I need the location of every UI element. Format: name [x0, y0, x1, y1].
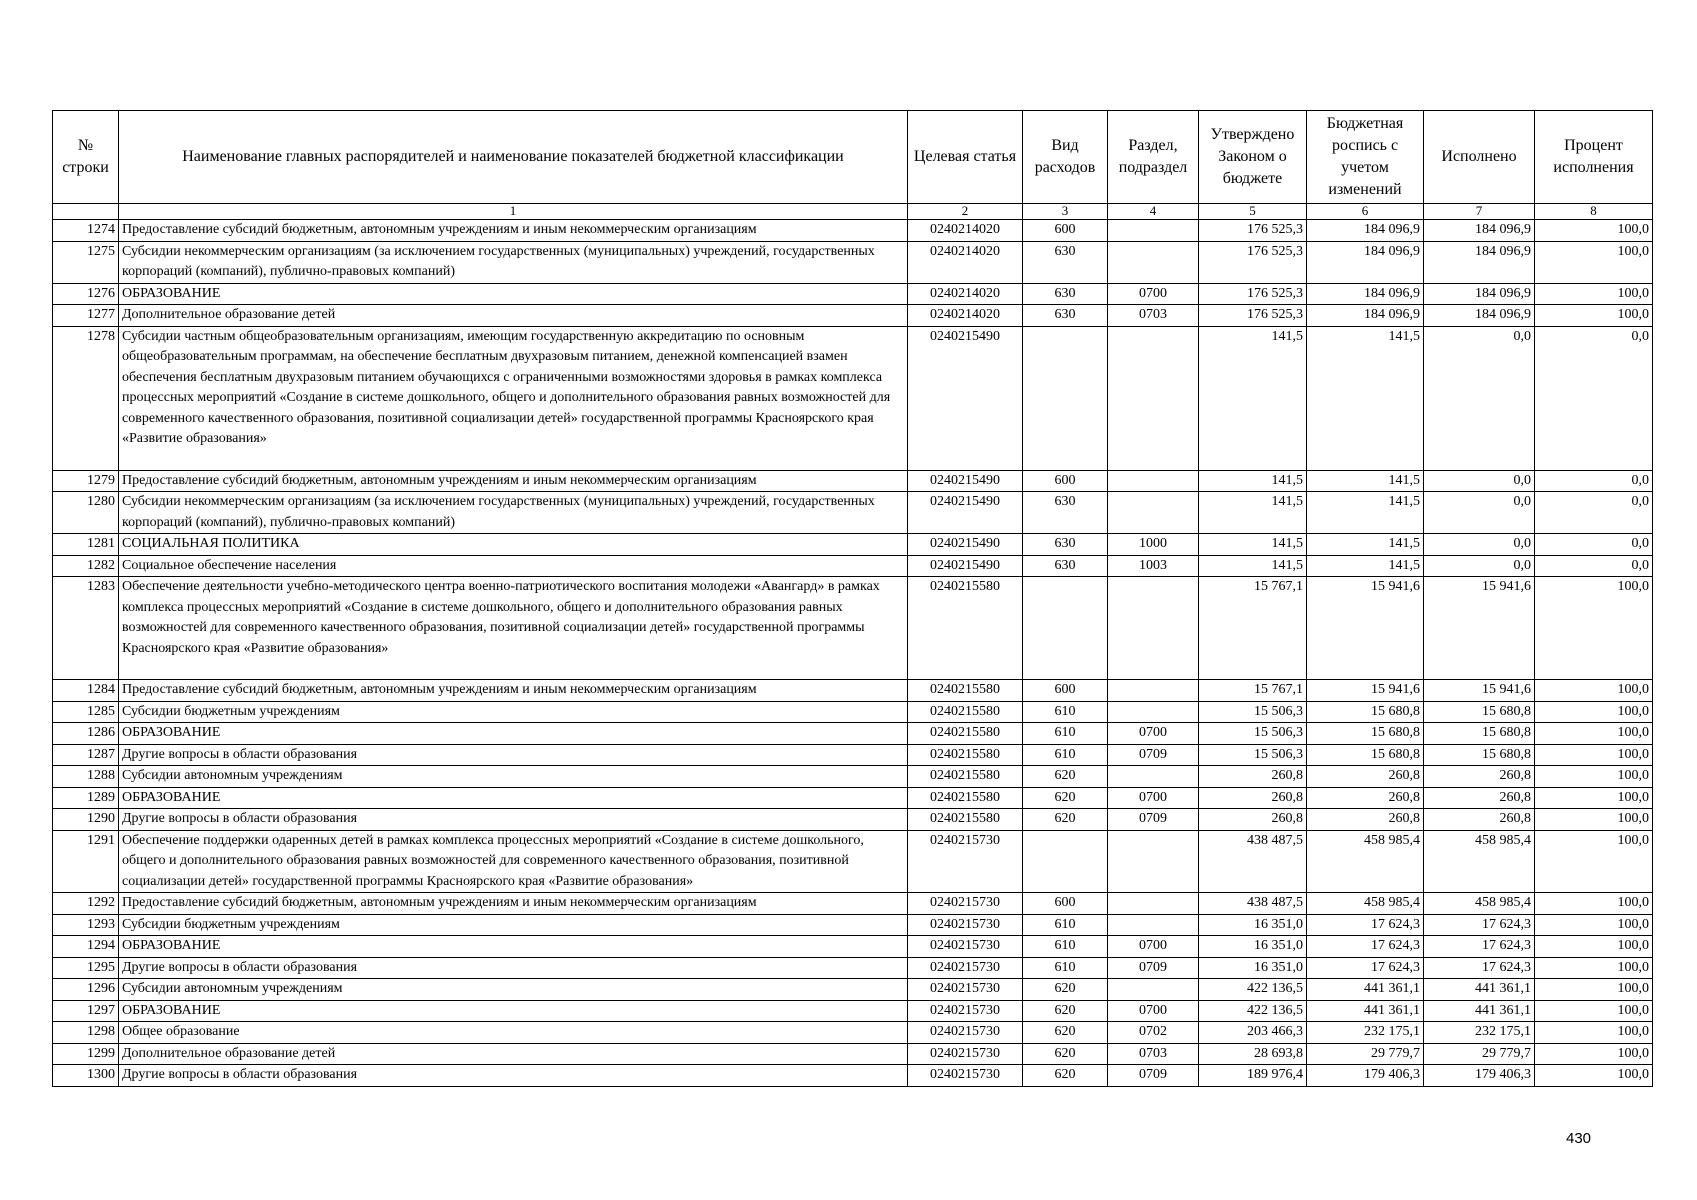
budget-schedule-cell: 260,8 [1307, 787, 1424, 809]
executed-cell: 0,0 [1424, 470, 1535, 492]
row-number-cell: 1285 [53, 701, 119, 723]
header-section: Раздел, подраздел [1108, 111, 1199, 204]
table-row [53, 470, 1653, 492]
executed-cell: 184 096,9 [1424, 305, 1535, 327]
name-cell: Предоставление субсидий бюджетным, автономным учреждениям и иным некоммерческим организациям [119, 220, 908, 242]
percent-cell: 100,0 [1535, 809, 1653, 831]
approved-cell: 141,5 [1199, 326, 1307, 470]
percent-cell: 100,0 [1535, 830, 1653, 893]
expense-type-cell: 620 [1023, 1065, 1108, 1087]
approved-cell: 141,5 [1199, 555, 1307, 577]
approved-cell: 189 976,4 [1199, 1065, 1307, 1087]
percent-cell: 100,0 [1535, 979, 1653, 1001]
target-article-cell: 0240215490 [908, 326, 1023, 470]
executed-cell: 0,0 [1424, 534, 1535, 556]
expense-type-cell: 620 [1023, 979, 1108, 1001]
header-row [53, 111, 1653, 204]
row-number-cell: 1281 [53, 534, 119, 556]
budget-schedule-cell: 141,5 [1307, 534, 1424, 556]
approved-cell: 422 136,5 [1199, 979, 1307, 1001]
approved-cell: 176 525,3 [1199, 283, 1307, 305]
executed-cell: 0,0 [1424, 326, 1535, 470]
section-cell: 0700 [1108, 723, 1199, 745]
expense-type-cell: 620 [1023, 1022, 1108, 1044]
expense-type-cell: 610 [1023, 744, 1108, 766]
target-article-cell: 0240215730 [908, 957, 1023, 979]
budget-schedule-cell: 184 096,9 [1307, 283, 1424, 305]
approved-cell: 28 693,8 [1199, 1043, 1307, 1065]
approved-cell: 16 351,0 [1199, 957, 1307, 979]
executed-cell: 17 624,3 [1424, 914, 1535, 936]
section-cell [1108, 326, 1199, 470]
target-article-cell: 0240215490 [908, 534, 1023, 556]
percent-cell: 100,0 [1535, 787, 1653, 809]
percent-cell: 100,0 [1535, 1043, 1653, 1065]
column-number-empty [53, 204, 119, 220]
budget-schedule-cell: 441 361,1 [1307, 979, 1424, 1001]
budget-schedule-cell: 15 680,8 [1307, 744, 1424, 766]
executed-cell: 0,0 [1424, 492, 1535, 534]
budget-schedule-cell: 29 779,7 [1307, 1043, 1424, 1065]
row-number-cell: 1275 [53, 241, 119, 283]
section-cell: 0700 [1108, 936, 1199, 958]
approved-cell: 422 136,5 [1199, 1000, 1307, 1022]
approved-cell: 176 525,3 [1199, 241, 1307, 283]
name-cell: ОБРАЗОВАНИЕ [119, 936, 908, 958]
target-article-cell: 0240215730 [908, 1000, 1023, 1022]
section-cell [1108, 914, 1199, 936]
table-row [53, 305, 1653, 327]
row-number-cell: 1280 [53, 492, 119, 534]
row-number-cell: 1290 [53, 809, 119, 831]
target-article-cell: 0240215730 [908, 914, 1023, 936]
section-cell: 0709 [1108, 809, 1199, 831]
row-number-cell: 1296 [53, 979, 119, 1001]
budget-schedule-cell: 232 175,1 [1307, 1022, 1424, 1044]
expense-type-cell: 630 [1023, 492, 1108, 534]
expense-type-cell: 610 [1023, 936, 1108, 958]
target-article-cell: 0240215580 [908, 701, 1023, 723]
executed-cell: 29 779,7 [1424, 1043, 1535, 1065]
section-cell [1108, 766, 1199, 788]
expense-type-cell [1023, 577, 1108, 680]
expense-type-cell [1023, 326, 1108, 470]
target-article-cell: 0240215580 [908, 744, 1023, 766]
expense-type-cell: 600 [1023, 680, 1108, 702]
table-row [53, 723, 1653, 745]
approved-cell: 260,8 [1199, 766, 1307, 788]
section-cell [1108, 893, 1199, 915]
percent-cell: 100,0 [1535, 701, 1653, 723]
column-number: 4 [1108, 204, 1199, 220]
target-article-cell: 0240215730 [908, 1065, 1023, 1087]
budget-schedule-cell: 141,5 [1307, 470, 1424, 492]
executed-cell: 15 680,8 [1424, 701, 1535, 723]
percent-cell: 100,0 [1535, 680, 1653, 702]
expense-type-cell: 600 [1023, 470, 1108, 492]
table-row [53, 283, 1653, 305]
table-row [53, 1065, 1653, 1087]
executed-cell: 260,8 [1424, 787, 1535, 809]
target-article-cell: 0240214020 [908, 305, 1023, 327]
executed-cell: 179 406,3 [1424, 1065, 1535, 1087]
name-cell: Субсидии частным общеобразовательным организациям, имеющим государственную аккредитацию по основным общеобразовательным программам, на обеспечение бесплатным двухразовым питанием, денежной компенсацией взамен обеспечения бесплатным двухразовым питанием обучающихся с ограниченными возможностями здоровья в рамках комплекса процессных мероприятий «Создание в системе дошкольного, общего и дополнительного образования равных возможностей для современного качественного образования, позитивной социализации детей» государственной программы Красноярского края «Развитие образования» [119, 326, 908, 470]
budget-schedule-cell: 458 985,4 [1307, 893, 1424, 915]
section-cell: 0709 [1108, 1065, 1199, 1087]
approved-cell: 15 767,1 [1199, 577, 1307, 680]
column-number: 2 [908, 204, 1023, 220]
header-expense-type: Вид расходов [1023, 111, 1108, 204]
expense-type-cell: 620 [1023, 1043, 1108, 1065]
expense-type-cell: 610 [1023, 957, 1108, 979]
expense-type-cell: 620 [1023, 1000, 1108, 1022]
table-row [53, 534, 1653, 556]
expense-type-cell: 620 [1023, 809, 1108, 831]
section-cell [1108, 492, 1199, 534]
name-cell: ОБРАЗОВАНИЕ [119, 787, 908, 809]
section-cell [1108, 577, 1199, 680]
row-number-cell: 1279 [53, 470, 119, 492]
table-row [53, 326, 1653, 470]
section-cell: 0702 [1108, 1022, 1199, 1044]
target-article-cell: 0240215490 [908, 555, 1023, 577]
approved-cell: 15 506,3 [1199, 744, 1307, 766]
expense-type-cell [1023, 830, 1108, 893]
budget-schedule-cell: 17 624,3 [1307, 936, 1424, 958]
target-article-cell: 0240215730 [908, 979, 1023, 1001]
approved-cell: 141,5 [1199, 492, 1307, 534]
executed-cell: 184 096,9 [1424, 241, 1535, 283]
section-cell: 1000 [1108, 534, 1199, 556]
section-cell [1108, 680, 1199, 702]
percent-cell: 100,0 [1535, 744, 1653, 766]
header-budget-schedule: Бюджетная роспись с учетом изменений [1307, 111, 1424, 204]
percent-cell: 100,0 [1535, 766, 1653, 788]
name-cell: Дополнительное образование детей [119, 1043, 908, 1065]
column-number: 7 [1424, 204, 1535, 220]
name-cell: Субсидии автономным учреждениям [119, 766, 908, 788]
percent-cell: 0,0 [1535, 326, 1653, 470]
executed-cell: 260,8 [1424, 766, 1535, 788]
approved-cell: 15 506,3 [1199, 723, 1307, 745]
budget-execution-table [52, 110, 1653, 1087]
row-number-cell: 1274 [53, 220, 119, 242]
executed-cell: 0,0 [1424, 555, 1535, 577]
expense-type-cell: 610 [1023, 914, 1108, 936]
row-number-cell: 1294 [53, 936, 119, 958]
row-number-cell: 1299 [53, 1043, 119, 1065]
budget-schedule-cell: 260,8 [1307, 766, 1424, 788]
percent-cell: 0,0 [1535, 492, 1653, 534]
name-cell: Другие вопросы в области образования [119, 1065, 908, 1087]
approved-cell: 176 525,3 [1199, 305, 1307, 327]
target-article-cell: 0240215730 [908, 936, 1023, 958]
page-number: 430 [1566, 1130, 1592, 1147]
table-row [53, 1043, 1653, 1065]
column-number: 8 [1535, 204, 1653, 220]
table-row [53, 830, 1653, 893]
name-cell: Предоставление субсидий бюджетным, автономным учреждениям и иным некоммерческим организациям [119, 470, 908, 492]
header-approved: Утверждено Законом о бюджете [1199, 111, 1307, 204]
expense-type-cell: 600 [1023, 220, 1108, 242]
percent-cell: 100,0 [1535, 936, 1653, 958]
row-number-cell: 1289 [53, 787, 119, 809]
table-row [53, 957, 1653, 979]
executed-cell: 260,8 [1424, 809, 1535, 831]
percent-cell: 100,0 [1535, 305, 1653, 327]
table-row [53, 220, 1653, 242]
table-row [53, 701, 1653, 723]
name-cell: ОБРАЗОВАНИЕ [119, 723, 908, 745]
executed-cell: 17 624,3 [1424, 957, 1535, 979]
percent-cell: 100,0 [1535, 1000, 1653, 1022]
name-cell: ОБРАЗОВАНИЕ [119, 283, 908, 305]
approved-cell: 438 487,5 [1199, 893, 1307, 915]
name-cell: Общее образование [119, 1022, 908, 1044]
row-number-cell: 1283 [53, 577, 119, 680]
target-article-cell: 0240215580 [908, 723, 1023, 745]
approved-cell: 15 767,1 [1199, 680, 1307, 702]
target-article-cell: 0240215580 [908, 577, 1023, 680]
row-number-cell: 1298 [53, 1022, 119, 1044]
budget-schedule-cell: 184 096,9 [1307, 220, 1424, 242]
row-number-cell: 1286 [53, 723, 119, 745]
name-cell: Другие вопросы в области образования [119, 809, 908, 831]
name-cell: ОБРАЗОВАНИЕ [119, 1000, 908, 1022]
percent-cell: 0,0 [1535, 470, 1653, 492]
approved-cell: 16 351,0 [1199, 936, 1307, 958]
target-article-cell: 0240215730 [908, 830, 1023, 893]
table-row [53, 809, 1653, 831]
name-cell: Субсидии бюджетным учреждениям [119, 701, 908, 723]
approved-cell: 176 525,3 [1199, 220, 1307, 242]
expense-type-cell: 600 [1023, 893, 1108, 915]
budget-schedule-cell: 15 941,6 [1307, 680, 1424, 702]
executed-cell: 232 175,1 [1424, 1022, 1535, 1044]
row-number-cell: 1297 [53, 1000, 119, 1022]
name-cell: Обеспечение поддержки одаренных детей в рамках комплекса процессных мероприятий «Создание в системе дошкольного, общего и дополнительного образования равных возможностей для современного качественного образования, позитивной социализации детей» государственной программы Красноярского края «Развитие образования» [119, 830, 908, 893]
percent-cell: 100,0 [1535, 893, 1653, 915]
table-row [53, 241, 1653, 283]
expense-type-cell: 630 [1023, 305, 1108, 327]
budget-schedule-cell: 141,5 [1307, 326, 1424, 470]
section-cell [1108, 701, 1199, 723]
name-cell: Субсидии бюджетным учреждениям [119, 914, 908, 936]
section-cell: 1003 [1108, 555, 1199, 577]
expense-type-cell: 630 [1023, 241, 1108, 283]
approved-cell: 141,5 [1199, 470, 1307, 492]
percent-cell: 100,0 [1535, 283, 1653, 305]
section-cell: 0709 [1108, 744, 1199, 766]
expense-type-cell: 610 [1023, 701, 1108, 723]
approved-cell: 15 506,3 [1199, 701, 1307, 723]
budget-schedule-cell: 141,5 [1307, 555, 1424, 577]
percent-cell: 100,0 [1535, 1022, 1653, 1044]
approved-cell: 438 487,5 [1199, 830, 1307, 893]
target-article-cell: 0240215730 [908, 893, 1023, 915]
column-number-row [53, 204, 1653, 220]
target-article-cell: 0240215490 [908, 492, 1023, 534]
budget-schedule-cell: 260,8 [1307, 809, 1424, 831]
name-cell: Дополнительное образование детей [119, 305, 908, 327]
budget-schedule-cell: 15 680,8 [1307, 701, 1424, 723]
expense-type-cell: 620 [1023, 766, 1108, 788]
approved-cell: 16 351,0 [1199, 914, 1307, 936]
percent-cell: 0,0 [1535, 555, 1653, 577]
budget-schedule-cell: 141,5 [1307, 492, 1424, 534]
executed-cell: 184 096,9 [1424, 220, 1535, 242]
table-row [53, 744, 1653, 766]
column-number: 1 [119, 204, 908, 220]
name-cell: Другие вопросы в области образования [119, 957, 908, 979]
name-cell: Социальное обеспечение населения [119, 555, 908, 577]
executed-cell: 15 680,8 [1424, 723, 1535, 745]
budget-schedule-cell: 184 096,9 [1307, 241, 1424, 283]
approved-cell: 141,5 [1199, 534, 1307, 556]
percent-cell: 100,0 [1535, 914, 1653, 936]
target-article-cell: 0240215580 [908, 809, 1023, 831]
section-cell [1108, 241, 1199, 283]
executed-cell: 15 941,6 [1424, 577, 1535, 680]
target-article-cell: 0240215580 [908, 680, 1023, 702]
table-row [53, 979, 1653, 1001]
name-cell: Предоставление субсидий бюджетным, автономным учреждениям и иным некоммерческим организациям [119, 680, 908, 702]
percent-cell: 100,0 [1535, 220, 1653, 242]
executed-cell: 184 096,9 [1424, 283, 1535, 305]
budget-schedule-cell: 441 361,1 [1307, 1000, 1424, 1022]
section-cell [1108, 979, 1199, 1001]
percent-cell: 100,0 [1535, 241, 1653, 283]
column-number: 3 [1023, 204, 1108, 220]
table-row [53, 914, 1653, 936]
row-number-cell: 1277 [53, 305, 119, 327]
approved-cell: 260,8 [1199, 787, 1307, 809]
section-cell [1108, 220, 1199, 242]
row-number-cell: 1295 [53, 957, 119, 979]
budget-schedule-cell: 15 680,8 [1307, 723, 1424, 745]
row-number-cell: 1284 [53, 680, 119, 702]
row-number-cell: 1278 [53, 326, 119, 470]
name-cell: Субсидии некоммерческим организациям (за исключением государственных (муниципальных) учреждений, государственных корпораций (компаний), публично-правовых компаний) [119, 241, 908, 283]
target-article-cell: 0240214020 [908, 241, 1023, 283]
section-cell: 0700 [1108, 1000, 1199, 1022]
table-row [53, 555, 1653, 577]
name-cell: Субсидии некоммерческим организациям (за исключением государственных (муниципальных) учреждений, государственных корпораций (компаний), публично-правовых компаний) [119, 492, 908, 534]
table-row [53, 893, 1653, 915]
executed-cell: 441 361,1 [1424, 1000, 1535, 1022]
table-row [53, 936, 1653, 958]
executed-cell: 15 680,8 [1424, 744, 1535, 766]
percent-cell: 100,0 [1535, 1065, 1653, 1087]
budget-schedule-cell: 179 406,3 [1307, 1065, 1424, 1087]
table-row [53, 680, 1653, 702]
section-cell: 0703 [1108, 1043, 1199, 1065]
target-article-cell: 0240215580 [908, 787, 1023, 809]
expense-type-cell: 610 [1023, 723, 1108, 745]
table-row [53, 1022, 1653, 1044]
approved-cell: 260,8 [1199, 809, 1307, 831]
name-cell: Предоставление субсидий бюджетным, автономным учреждениям и иным некоммерческим организациям [119, 893, 908, 915]
expense-type-cell: 630 [1023, 283, 1108, 305]
target-article-cell: 0240214020 [908, 220, 1023, 242]
row-number-cell: 1291 [53, 830, 119, 893]
table-body [53, 220, 1653, 1087]
budget-schedule-cell: 17 624,3 [1307, 914, 1424, 936]
percent-cell: 100,0 [1535, 957, 1653, 979]
section-cell: 0700 [1108, 283, 1199, 305]
name-cell: СОЦИАЛЬНАЯ ПОЛИТИКА [119, 534, 908, 556]
executed-cell: 441 361,1 [1424, 979, 1535, 1001]
table-row [53, 787, 1653, 809]
percent-cell: 100,0 [1535, 577, 1653, 680]
expense-type-cell: 620 [1023, 787, 1108, 809]
header-executed: Исполнено [1424, 111, 1535, 204]
target-article-cell: 0240215490 [908, 470, 1023, 492]
row-number-cell: 1300 [53, 1065, 119, 1087]
table-row [53, 492, 1653, 534]
approved-cell: 203 466,3 [1199, 1022, 1307, 1044]
executed-cell: 458 985,4 [1424, 893, 1535, 915]
row-number-cell: 1292 [53, 893, 119, 915]
budget-schedule-cell: 184 096,9 [1307, 305, 1424, 327]
executed-cell: 15 941,6 [1424, 680, 1535, 702]
section-cell: 0703 [1108, 305, 1199, 327]
section-cell: 0700 [1108, 787, 1199, 809]
percent-cell: 100,0 [1535, 723, 1653, 745]
table-row [53, 1000, 1653, 1022]
column-number: 5 [1199, 204, 1307, 220]
header-percent: Процент исполнения [1535, 111, 1653, 204]
row-number-cell: 1288 [53, 766, 119, 788]
executed-cell: 17 624,3 [1424, 936, 1535, 958]
row-number-cell: 1287 [53, 744, 119, 766]
budget-schedule-cell: 458 985,4 [1307, 830, 1424, 893]
name-cell: Субсидии автономным учреждениям [119, 979, 908, 1001]
target-article-cell: 0240214020 [908, 283, 1023, 305]
target-article-cell: 0240215580 [908, 766, 1023, 788]
name-cell: Другие вопросы в области образования [119, 744, 908, 766]
header-target-article: Целевая статья [908, 111, 1023, 204]
table-row [53, 766, 1653, 788]
expense-type-cell: 630 [1023, 555, 1108, 577]
name-cell: Обеспечение деятельности учебно-методического центра военно-патриотического воспитания молодежи «Авангард» в рамках комплекса процессных мероприятий «Создание в системе дошкольного, общего и дополнительного образования равных возможностей для современного качественного образования, позитивной социализации детей» государственной программы Красноярского края «Развитие образования» [119, 577, 908, 680]
header-name: Наименование главных распорядителей и наименование показателей бюджетной классификации [119, 111, 908, 204]
target-article-cell: 0240215730 [908, 1022, 1023, 1044]
table-row [53, 577, 1653, 680]
budget-schedule-cell: 15 941,6 [1307, 577, 1424, 680]
section-cell [1108, 470, 1199, 492]
executed-cell: 458 985,4 [1424, 830, 1535, 893]
section-cell [1108, 830, 1199, 893]
budget-schedule-cell: 17 624,3 [1307, 957, 1424, 979]
percent-cell: 0,0 [1535, 534, 1653, 556]
row-number-cell: 1293 [53, 914, 119, 936]
row-number-cell: 1276 [53, 283, 119, 305]
row-number-cell: 1282 [53, 555, 119, 577]
section-cell: 0709 [1108, 957, 1199, 979]
column-number: 6 [1307, 204, 1424, 220]
expense-type-cell: 630 [1023, 534, 1108, 556]
target-article-cell: 0240215730 [908, 1043, 1023, 1065]
header-row-number: № строки [53, 111, 119, 204]
